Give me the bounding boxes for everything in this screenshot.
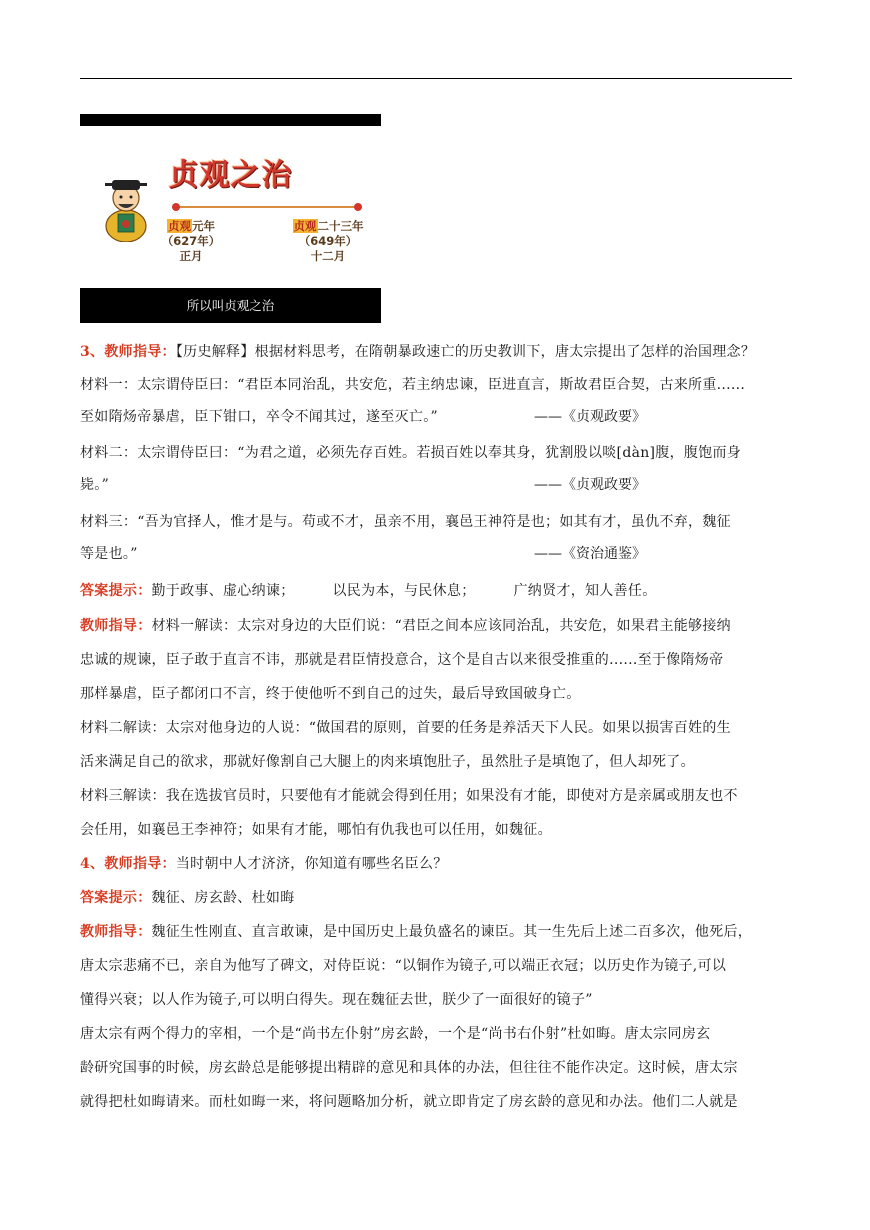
start-era-year: 元年 xyxy=(192,219,215,233)
answer-4-label: 答案提示： xyxy=(80,890,152,906)
material-3-line-1: 材料三：“吾为官择人，惟才是与。苟或不才，虽亲不用，襄邑王神符是也；如其有才，虽仇不弃，魏征 xyxy=(80,514,731,530)
material-1-source: ——《贞观政要》 xyxy=(534,409,646,425)
guidance-3-text: 材料一解读：太宗对身边的大臣们说：“君臣之间本应该同治乱，共安危，如果君主能够接纳 xyxy=(151,618,731,634)
answer-3-point-1: 勤于政事、虚心纳谏； xyxy=(151,583,295,599)
material-2-line-2: 毙。” xyxy=(80,477,110,493)
answer-4 xyxy=(80,888,792,908)
end-month: 十二月 xyxy=(310,249,346,263)
guidance-4-text: 魏征生性刚直、直言敢谏，是中国历史上最负盛名的谏臣。其一生先后上述二百多次，他死后， xyxy=(151,924,753,940)
start-era: 贞观 xyxy=(168,219,191,233)
guidance-4-line-2: 唐太宗悲痛不已，亲自为他写了碑文，对侍臣说：“以铜作为镜子,可以端正衣冠；以历史作为镜子,可以 xyxy=(80,958,727,974)
timeline-start xyxy=(156,219,226,264)
end-era-year: 二十三年 xyxy=(317,219,364,233)
guidance-3-line-3: 那样暴虐，臣子都闭口不言，终于使他听不到自己的过失，最后导致国破身亡。 xyxy=(80,686,581,702)
material-3-line-2: 等是也。” xyxy=(80,546,138,562)
answer-3 xyxy=(80,581,792,601)
header-rule xyxy=(80,78,792,79)
answer-4-text: 魏征、房玄龄、杜如晦 xyxy=(151,890,295,906)
question-4-label: 4、教师指导： xyxy=(80,856,176,872)
question-4 xyxy=(80,854,792,874)
start-year: （627年） xyxy=(161,234,221,248)
guidance-4-label: 教师指导： xyxy=(80,924,152,940)
question-4-text: 当时朝中人才济济，你知道有哪些名臣么？ xyxy=(175,856,448,872)
guidance-3-line-1 xyxy=(80,616,792,636)
material-1-line-1: 材料一：太宗谓侍臣曰：“君臣本同治乱，共安危，若主纳忠谏，臣进直言，斯故君臣合契，古来所重...... xyxy=(80,377,746,393)
paragraph-ministers-line-1: 唐太宗有两个得力的宰相，一个是“尚书左仆射”房玄龄，一个是“尚书右仆射”杜如晦。唐太宗同房玄 xyxy=(80,1026,711,1042)
guidance-4-line-1 xyxy=(80,922,792,942)
timeline-end-dot xyxy=(354,203,362,211)
interpretation-3-line-1: 材料三解读：我在选拔官员时，只要他有才能就会得到任用；如果没有才能，即使对方是亲属或朋友也不 xyxy=(80,788,738,804)
interpretation-2-line-1: 材料二解读：太宗对他身边的人说：“做国君的原则，首要的任务是养活天下人民。如果以损害百姓的生 xyxy=(80,720,731,736)
timeline-end xyxy=(280,219,376,264)
zhenguan-figure xyxy=(80,114,381,323)
question-3-text: 【历史解释】根据材料思考，在隋朝暴政速亡的历史教训下，唐太宗提出了怎样的治国理念？ xyxy=(175,344,756,360)
material-2-source: ——《贞观政要》 xyxy=(534,477,646,493)
question-3-label: 3、教师指导： xyxy=(80,344,176,360)
interpretation-2-line-2: 活来满足自己的欲求，那就好像割自己大腿上的肉来填饱肚子，虽然肚子是填饱了，但人却死了。 xyxy=(80,754,695,770)
answer-3-label: 答案提示： xyxy=(80,583,152,599)
figure-title: 贞观之治 xyxy=(168,158,293,193)
question-3 xyxy=(80,342,792,362)
guidance-3-label: 教师指导： xyxy=(80,618,152,634)
paragraph-ministers-line-3: 就得把杜如晦请来。而杜如晦一来，将问题略加分析，就立即肯定了房玄龄的意见和办法。他们二人就是 xyxy=(80,1094,738,1110)
answer-3-point-3: 广纳贤才，知人善任。 xyxy=(513,583,657,599)
end-year: （649年） xyxy=(298,234,358,248)
guidance-4-line-3: 懂得兴衰；以人作为镜子,可以明白得失。现在魏征去世，朕少了一面很好的镜子” xyxy=(80,992,593,1008)
material-2-line-1: 材料二：太宗谓侍臣曰：“为君之道，必须先存百姓。若损百姓以奉其身，犹割股以啖[dàn]腹，腹饱而身 xyxy=(80,445,742,461)
start-month: 正月 xyxy=(179,249,203,263)
material-3-source: ——《资治通鉴》 xyxy=(534,546,646,562)
material-1-line-2: 至如隋炀帝暴虐，臣下钳口，卒令不闻其过，遂至灭亡。” xyxy=(80,409,438,425)
figure-top-bar xyxy=(80,114,381,126)
timeline-start-dot xyxy=(172,203,180,211)
paragraph-ministers-line-2: 龄研究国事的时候，房玄龄总是能够提出精辟的意见和具体的办法，但往往不能作决定。这时候，唐太宗 xyxy=(80,1060,738,1076)
figure-caption: 所以叫贞观之治 xyxy=(80,288,381,323)
end-era: 贞观 xyxy=(293,219,317,233)
timeline-line xyxy=(172,206,362,208)
answer-3-point-2: 以民为本，与民休息； xyxy=(332,583,476,599)
interpretation-3-line-2: 会任用，如襄邑王李神符；如果有才能，哪怕有仇我也可以任用，如魏征。 xyxy=(80,822,552,838)
guidance-3-line-2: 忠诚的规谏，臣子敢于直言不讳，那就是君臣情投意合，这个是自古以来很受推重的......至于像隋炀帝 xyxy=(80,652,724,668)
